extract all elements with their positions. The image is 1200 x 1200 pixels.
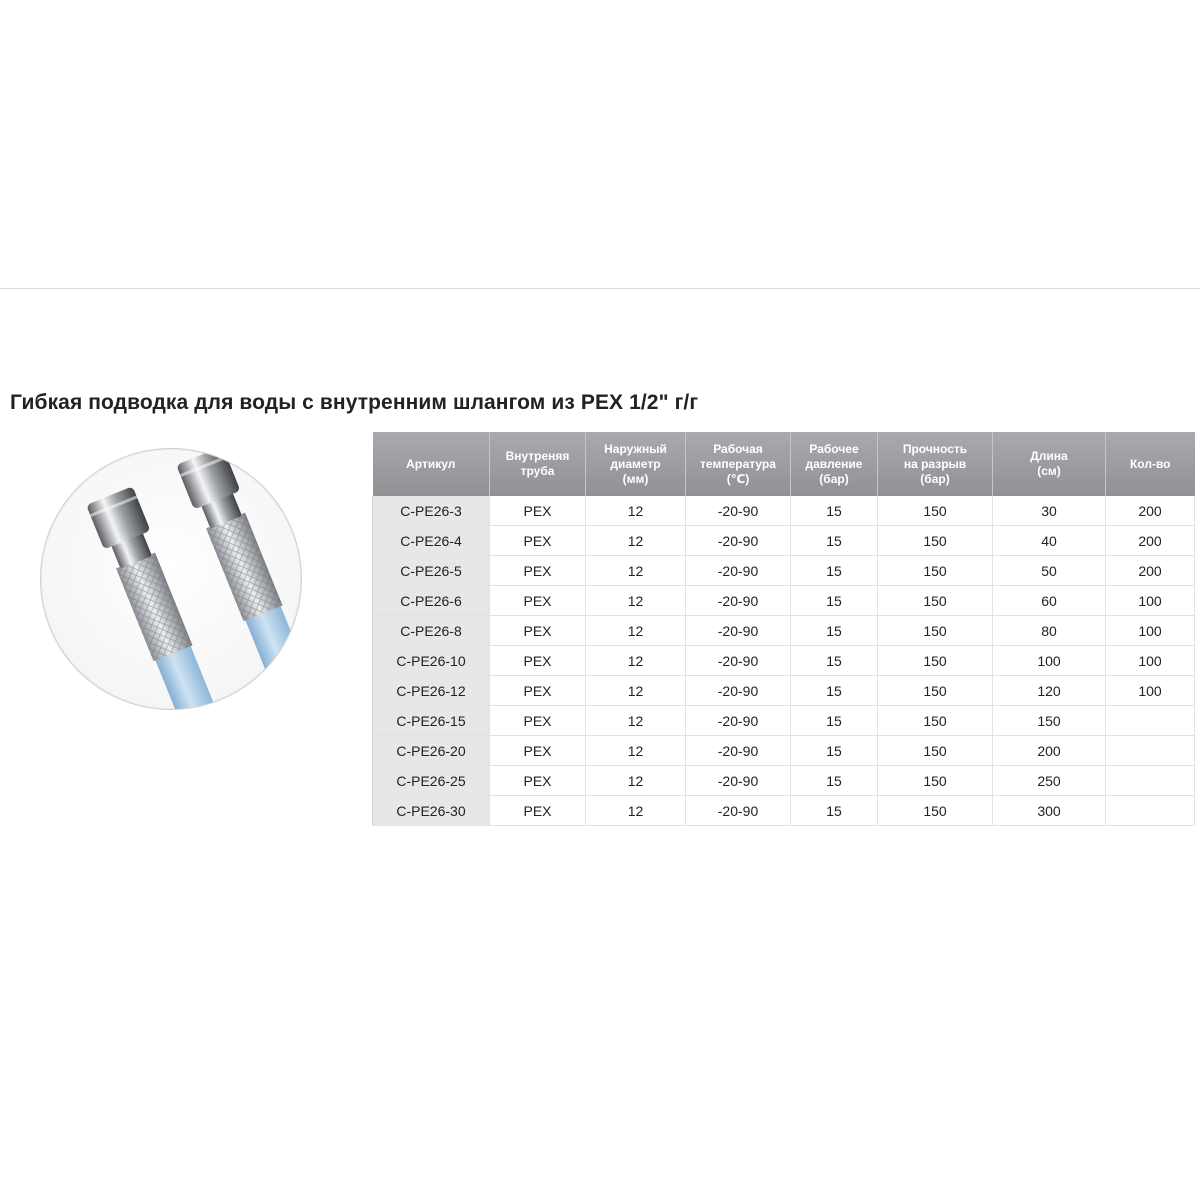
cell-burst-strength: 150 bbox=[878, 496, 993, 526]
cell-burst-strength: 150 bbox=[878, 736, 993, 766]
cell-inner-pipe: PEX bbox=[490, 766, 586, 796]
cell-work-temp: -20-90 bbox=[686, 526, 791, 556]
cell-inner-pipe: PEX bbox=[490, 706, 586, 736]
header-quantity: Кол-во bbox=[1106, 432, 1195, 496]
cell-work-temp: -20-90 bbox=[686, 676, 791, 706]
cell-length: 150 bbox=[993, 706, 1106, 736]
cell-length: 40 bbox=[993, 526, 1106, 556]
cell-quantity: 100 bbox=[1106, 646, 1195, 676]
cell-quantity bbox=[1106, 766, 1195, 796]
cell-article: C-PE26-4 bbox=[373, 526, 490, 556]
cell-outer-diameter: 12 bbox=[586, 556, 686, 586]
cell-length: 80 bbox=[993, 616, 1106, 646]
cell-burst-strength: 150 bbox=[878, 706, 993, 736]
cell-inner-pipe: PEX bbox=[490, 796, 586, 826]
cell-article: C-PE26-3 bbox=[373, 496, 490, 526]
cell-work-pressure: 15 bbox=[791, 706, 878, 736]
table-row bbox=[373, 676, 1195, 706]
header-outer-diameter: Наружный диаметр (мм) bbox=[586, 432, 686, 496]
cell-outer-diameter: 12 bbox=[586, 676, 686, 706]
header-burst-strength: Прочность на разрыв (бар) bbox=[878, 432, 993, 496]
cell-quantity: 200 bbox=[1106, 526, 1195, 556]
cell-work-pressure: 15 bbox=[791, 616, 878, 646]
table-row bbox=[373, 646, 1195, 676]
cell-burst-strength: 150 bbox=[878, 676, 993, 706]
table-row bbox=[373, 766, 1195, 796]
cell-outer-diameter: 12 bbox=[586, 526, 686, 556]
cell-length: 120 bbox=[993, 676, 1106, 706]
cell-article: C-PE26-10 bbox=[373, 646, 490, 676]
cell-work-pressure: 15 bbox=[791, 796, 878, 826]
cell-quantity bbox=[1106, 796, 1195, 826]
cell-outer-diameter: 12 bbox=[586, 646, 686, 676]
cell-inner-pipe: PEX bbox=[490, 556, 586, 586]
braided-hose-illustration bbox=[41, 449, 301, 709]
cell-work-temp: -20-90 bbox=[686, 796, 791, 826]
cell-article: C-PE26-8 bbox=[373, 616, 490, 646]
cell-burst-strength: 150 bbox=[878, 796, 993, 826]
cell-work-temp: -20-90 bbox=[686, 706, 791, 736]
cell-length: 30 bbox=[993, 496, 1106, 526]
cell-length: 50 bbox=[993, 556, 1106, 586]
cell-work-pressure: 15 bbox=[791, 676, 878, 706]
cell-length: 250 bbox=[993, 766, 1106, 796]
cell-outer-diameter: 12 bbox=[586, 736, 686, 766]
header-article: Артикул bbox=[373, 432, 490, 496]
table-row bbox=[373, 526, 1195, 556]
cell-work-temp: -20-90 bbox=[686, 736, 791, 766]
cell-outer-diameter: 12 bbox=[586, 766, 686, 796]
cell-work-pressure: 15 bbox=[791, 586, 878, 616]
table-row bbox=[373, 586, 1195, 616]
cell-work-pressure: 15 bbox=[791, 526, 878, 556]
page-title: Гибкая подводка для воды с внутренним шлангом из PEX 1/2" г/г bbox=[10, 391, 699, 414]
header-work-temp: Рабочая температура (℃) bbox=[686, 432, 791, 496]
cell-article: C-PE26-15 bbox=[373, 706, 490, 736]
header-length: Длина (см) bbox=[993, 432, 1106, 496]
cell-work-temp: -20-90 bbox=[686, 646, 791, 676]
cell-quantity bbox=[1106, 706, 1195, 736]
table-row bbox=[373, 616, 1195, 646]
cell-burst-strength: 150 bbox=[878, 616, 993, 646]
cell-length: 60 bbox=[993, 586, 1106, 616]
cell-inner-pipe: PEX bbox=[490, 526, 586, 556]
header-row bbox=[373, 432, 1195, 496]
cell-outer-diameter: 12 bbox=[586, 586, 686, 616]
cell-inner-pipe: PEX bbox=[490, 676, 586, 706]
cell-inner-pipe: PEX bbox=[490, 646, 586, 676]
cell-length: 300 bbox=[993, 796, 1106, 826]
cell-quantity: 200 bbox=[1106, 556, 1195, 586]
cell-inner-pipe: PEX bbox=[490, 586, 586, 616]
table-row bbox=[373, 556, 1195, 586]
top-divider bbox=[0, 288, 1200, 289]
cell-outer-diameter: 12 bbox=[586, 706, 686, 736]
header-inner-pipe: Внутреняя труба bbox=[490, 432, 586, 496]
cell-article: C-PE26-12 bbox=[373, 676, 490, 706]
cell-inner-pipe: PEX bbox=[490, 736, 586, 766]
spec-table-body bbox=[373, 496, 1195, 826]
cell-article: C-PE26-5 bbox=[373, 556, 490, 586]
spec-table bbox=[372, 432, 1195, 826]
table-row bbox=[373, 796, 1195, 826]
cell-quantity: 100 bbox=[1106, 616, 1195, 646]
cell-article: C-PE26-30 bbox=[373, 796, 490, 826]
cell-burst-strength: 150 bbox=[878, 766, 993, 796]
header-work-pressure: Рабочее давление (бар) bbox=[791, 432, 878, 496]
cell-work-temp: -20-90 bbox=[686, 766, 791, 796]
product-image-hoses bbox=[40, 448, 302, 710]
cell-outer-diameter: 12 bbox=[586, 496, 686, 526]
table-row bbox=[373, 706, 1195, 736]
cell-length: 100 bbox=[993, 646, 1106, 676]
cell-work-pressure: 15 bbox=[791, 556, 878, 586]
cell-quantity: 100 bbox=[1106, 676, 1195, 706]
cell-article: C-PE26-6 bbox=[373, 586, 490, 616]
cell-quantity: 100 bbox=[1106, 586, 1195, 616]
cell-work-pressure: 15 bbox=[791, 766, 878, 796]
cell-burst-strength: 150 bbox=[878, 646, 993, 676]
cell-work-temp: -20-90 bbox=[686, 616, 791, 646]
cell-burst-strength: 150 bbox=[878, 556, 993, 586]
cell-work-pressure: 15 bbox=[791, 736, 878, 766]
table-row bbox=[373, 496, 1195, 526]
cell-work-temp: -20-90 bbox=[686, 556, 791, 586]
cell-article: C-PE26-25 bbox=[373, 766, 490, 796]
cell-work-pressure: 15 bbox=[791, 496, 878, 526]
cell-burst-strength: 150 bbox=[878, 526, 993, 556]
cell-quantity bbox=[1106, 736, 1195, 766]
cell-work-pressure: 15 bbox=[791, 646, 878, 676]
spec-table-header bbox=[373, 432, 1195, 496]
cell-work-temp: -20-90 bbox=[686, 496, 791, 526]
cell-quantity: 200 bbox=[1106, 496, 1195, 526]
cell-outer-diameter: 12 bbox=[586, 616, 686, 646]
cell-outer-diameter: 12 bbox=[586, 796, 686, 826]
cell-work-temp: -20-90 bbox=[686, 586, 791, 616]
cell-article: C-PE26-20 bbox=[373, 736, 490, 766]
table-row bbox=[373, 736, 1195, 766]
cell-burst-strength: 150 bbox=[878, 586, 993, 616]
cell-inner-pipe: PEX bbox=[490, 496, 586, 526]
cell-inner-pipe: PEX bbox=[490, 616, 586, 646]
cell-length: 200 bbox=[993, 736, 1106, 766]
